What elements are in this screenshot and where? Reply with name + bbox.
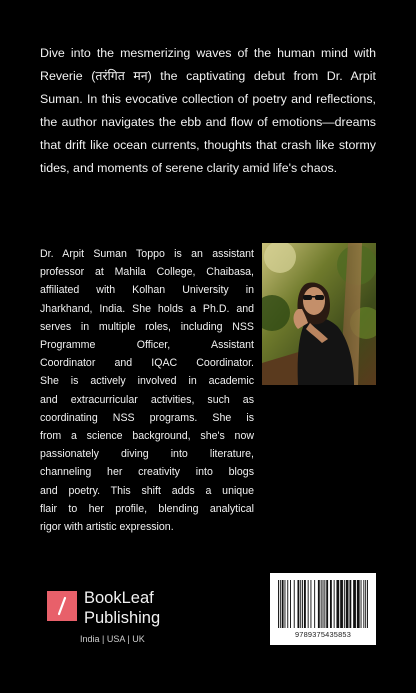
bio-line: passionately diving into literature, [40,448,254,461]
bio-line: Dr. Arpit Suman Toppo is an assistant [40,248,254,260]
back-cover-blurb: Dive into the mesmerizing waves of the human mind with Reverie (तरंगित मन) the captivating debut from Dr. Arpit Suman. In this evocative collection of poetry and reflections, the author navigates the ebb and flow of emotions—dreams that drift like ocean currents, thoughts that crash like stormy tides, and moments of serene clarity amid life's chaos. [40,46,376,175]
barcode-bar [346,580,349,628]
barcode-bar [280,580,281,628]
bio-line: Coordinator and IQAC Coordinator. [40,357,254,370]
bio-line: channeling her creativity into blogs [40,466,254,479]
bio-line: and poetry. This shift adds a unique [40,484,254,497]
barcode-bar [349,580,351,628]
barcode-bar [287,580,288,628]
barcode-bar [300,580,301,628]
barcode-bar [294,580,295,628]
bio-line: from a science background, she's now [40,430,254,443]
barcode-bar [330,580,332,628]
barcode-bar [353,580,356,628]
bio-line: and extracurricular activities, such as [40,393,254,406]
author-bio [40,245,376,536]
bio-line: affiliated with Kolhan University in [40,284,254,297]
barcode-bar [336,580,339,628]
barcode-bar [367,580,368,628]
barcode-bar [344,580,345,628]
isbn-number: 9789375435853 [294,630,352,639]
bio-line: Programme Officer, Assistant [40,339,254,352]
barcode-icon [278,580,368,628]
bio-line: Jharkhand, India. She holds a Ph.D. and [40,302,254,315]
barcode-bar [363,580,364,628]
barcode-bar [314,580,315,628]
publisher-name: BookLeaf [84,589,154,607]
barcode-bar [297,580,299,628]
barcode-bar [282,580,284,628]
barcode-bar [365,580,366,628]
barcode-bar [340,580,343,628]
barcode-bar [324,580,325,628]
barcode-bar [334,580,335,628]
barcode-bar [304,580,306,628]
barcode-bar [302,580,303,628]
isbn-barcode [270,573,376,645]
bio-line: serves in multiple roles, including NSS [40,320,254,333]
barcode-bar [290,580,291,628]
barcode-bar [278,580,279,628]
barcode-bar [326,580,328,628]
slash-logo-icon [47,591,77,621]
barcode-bar [284,580,285,628]
bio-line: coordinating NSS programs. She is [40,411,254,424]
barcode-bar [321,580,322,628]
barcode-bar [310,580,311,628]
publisher-name-2: Publishing [84,609,161,627]
bio-line: flair to her profile, blending analytical [40,502,254,515]
bio-line: rigor with artistic expression. [40,521,174,534]
bio-line: professor at Mahila College, Chaibasa, [40,266,254,279]
publisher-block [47,589,217,649]
barcode-bar [357,580,360,628]
barcode-bar [318,580,320,628]
publisher-regions: India | USA | UK [80,634,145,644]
barcode-bar [361,580,362,628]
barcode-bar [323,580,324,628]
barcode-bar [308,580,309,628]
bio-line: She is actively involved in academic [40,375,254,388]
